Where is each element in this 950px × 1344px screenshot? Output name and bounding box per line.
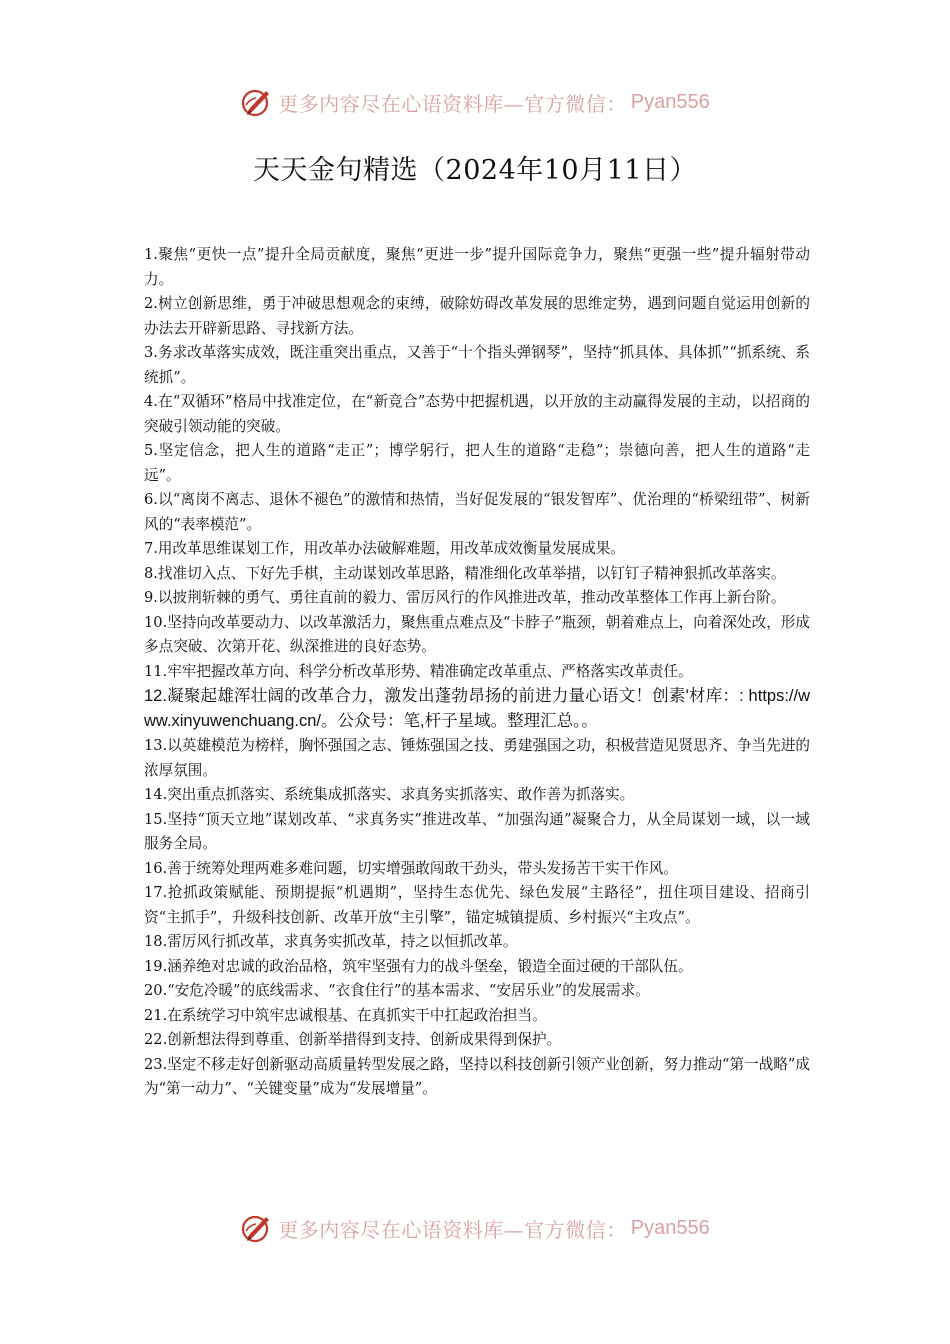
list-item: 19.涵养绝对忠诚的政治品格，筑牢坚强有力的战斗堡垒，锻造全面过硬的干部队伍。 [144,957,693,975]
list-item: 2.树立创新思维，勇于冲破思想观念的束缚，破除妨碍改革发展的思维定势，遇到问题自觉运用创新的办法去开辟新思路、寻找新方法。 [144,295,810,337]
footer-banner [0,1208,950,1248]
list-item: 20.“安危冷暖”的底线需求、“衣食住行”的基本需求、“安居乐业”的发展需求。 [144,982,650,999]
list-item: 23.坚定不移走好创新驱动高质量转型发展之路，坚持以科技创新引领产业创新，努力推动“第一战略”成为“第一动力”、“关键变量”成为“发展增量”。 [144,1055,810,1097]
list-item: 5.坚定信念，把人生的道路“走正”；博学躬行，把人生的道路“走稳”；崇德向善，把人生的道路“走远”。 [144,442,810,484]
list-item: 1.聚焦“更快一点”提升全局贡献度，聚焦“更进一步”提升国际竞争力，聚焦“更强一些”提升辐射带动力。 [144,246,810,288]
quote-list [144,243,810,1102]
list-item: 22.创新想法得到尊重、创新举措得到支持、创新成果得到保护。 [144,1031,562,1048]
list-item: 9.以披荆斩棘的勇气、勇往直前的毅力、雷厉风行的作风推进改革，推动改革整体工作再上新台阶。 [144,589,786,606]
page-title: 天天金句精选（2024年10月11日） [253,155,697,186]
list-item: 21.在系统学习中筑牢忠诚根基、在真抓实干中扛起政治担当。 [144,1006,547,1024]
pen-logo-icon [240,1211,274,1245]
pen-logo-icon [240,85,274,119]
list-item: 4.在“双循环”格局中找准定位，在“新竞合”态势中把握机遇，以开放的主动赢得发展的主动，以招商的突破引领动能的突破。 [144,393,810,435]
list-item-watermark: 12.凝聚起雄浑壮阔的改革合力，激发出蓬勃昂扬的前进力量心语文！创素'材库：: https://www.xinyuwenchuang.cn/。公众号：笔,杆子星域。整理汇总。。 [144,687,810,730]
list-item: 15.坚持“顶天立地”谋划改革、“求真务实”推进改革、“加强沟通”凝聚合力，从全局谋划一域，以一域服务全局。 [144,810,810,852]
list-item: 3.务求改革落实成效，既注重突出重点，又善于“十个指头弹钢琴”，坚持“抓具体、具体抓”“抓系统、系统抓”。 [144,344,810,386]
list-item: 7.用改革思维谋划工作，用改革办法破解难题，用改革成效衡量发展成果。 [144,540,625,557]
list-item: 14.突出重点抓落实、系统集成抓落实、求真务实抓落实、敢作善为抓落实。 [144,786,635,803]
banner-text: 更多内容尽在心语资料库—官方微信： [278,1217,627,1242]
banner-wechat-id: Pyan556 [630,90,710,113]
banner-wechat-id: Pyan556 [630,1216,710,1239]
list-item: 6.以“离岗不离志、退休不褪色”的激情和热情，当好促发展的“银发智库”、优治理的“桥梁纽带”、树新风的“表率模范”。 [144,491,810,533]
list-item: 17.抢抓政策赋能、预期提振“机遇期”，坚持生态优先、绿色发展“主路径”，扭住项目建设、招商引资“主抓手”，升级科技创新、改革开放“主引擎”，锚定城镇提质、乡村振兴“主攻点”。 [144,884,810,926]
list-item: 8.找准切入点、下好先手棋，主动谋划改革思路，精准细化改革举措，以钉钉子精神狠抓改革落实。 [144,564,786,582]
list-item: 11.牢牢把握改革方向、科学分析改革形势、精准确定改革重点、严格落实改革责任。 [144,662,693,680]
list-item: 10.坚持向改革要动力、以改革激活力，聚焦重点难点及“卡脖子”瓶颈，朝着难点上，向着深处改，形成多点突破、次第开花、纵深推进的良好态势。 [144,613,810,655]
list-item: 16.善于统筹处理两难多难问题，切实增强敢闯敢干劲头，带头发扬苦干实干作风。 [144,859,678,877]
list-item: 13.以英雄模范为榜样，胸怀强国之志、锤炼强国之技、勇建强国之功，积极营造见贤思齐、争当先进的浓厚氛围。 [144,737,810,779]
banner-text: 更多内容尽在心语资料库—官方微信： [278,91,627,116]
header-banner [0,82,950,122]
list-item: 18.雷厉风行抓改革，求真务实抓改革，持之以恒抓改革。 [144,933,518,950]
